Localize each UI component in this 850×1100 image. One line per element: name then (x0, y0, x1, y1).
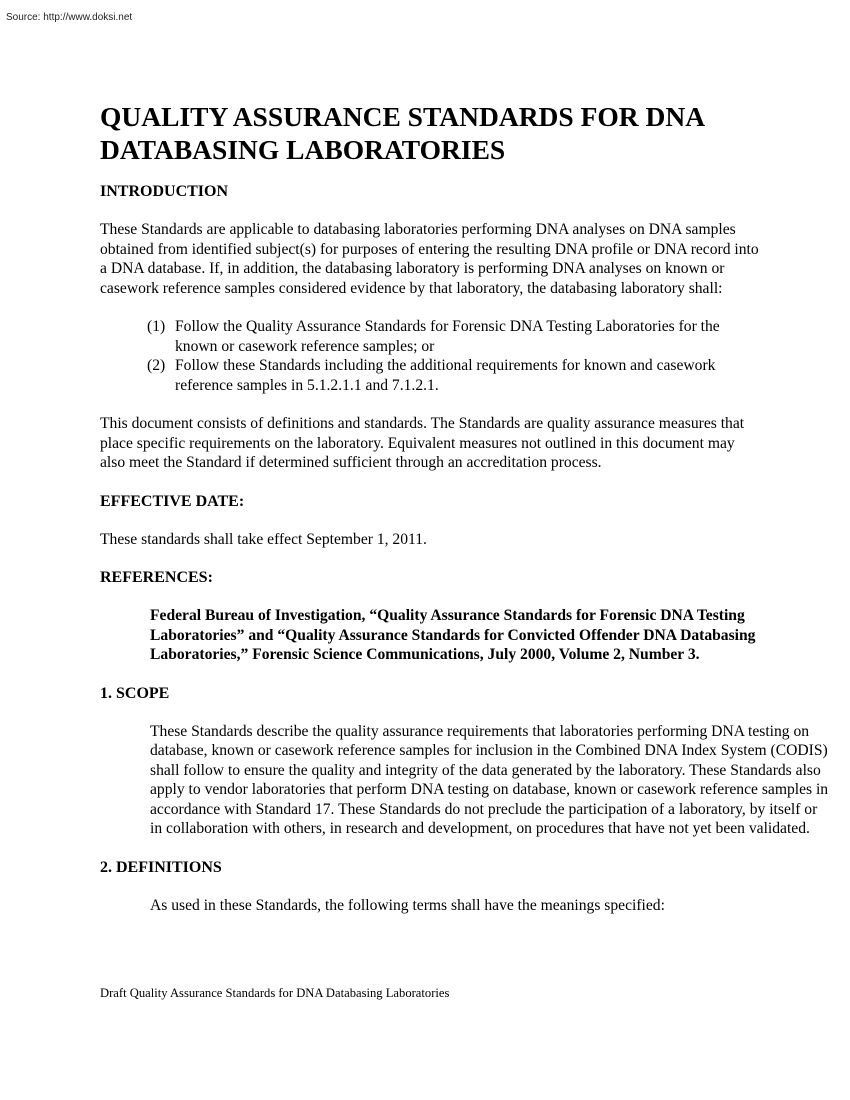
scope-text: These Standards describe the quality assurance requirements that laboratories performing DNA testing on database, known or casework reference samples for inclusion in the Combined DNA Index System (CODIS) shall follow to ensure the quality and integrity of the data generated by the laboratory. These Standards also apply to vendor laboratories that perform DNA testing on database, known or casework reference samples in accordance with Standard 17. These Standards do not preclude the participation of a laboratory, by itself or in collaboration with others, in research and development, on procedures that have not yet been validated. (150, 722, 829, 837)
document-title: QUALITY ASSURANCE STANDARDS FOR DNA DATABASING LABORATORIES (100, 101, 704, 165)
list-item-number: (1) (147, 318, 166, 335)
document-description-paragraph: This document consists of definitions and standards. The Standards are quality assurance measures that place specific requirements on the laboratory. Equivalent measures not outlined in this document may also meet the Standard if determined sufficient through an accreditation process. (100, 415, 745, 471)
list-item (147, 317, 757, 356)
effective-date-heading: EFFECTIVE DATE: (100, 492, 245, 510)
list-item-text: Follow the Quality Assurance Standards for Forensic DNA Testing Laboratories for the known or casework reference samples; or (175, 318, 720, 355)
requirements-list (147, 317, 757, 395)
effective-date-text: These standards shall take effect September 1, 2011. (100, 530, 427, 548)
references-text: Federal Bureau of Investigation, “Quality Assurance Standards for Forensic DNA Testing Laboratories” and “Quality Assurance Standards for Convicted Offender DNA Databasing Laboratories,” Forensic Science Communications, July 2000, Volume 2, Number 3. (150, 607, 756, 663)
page-footer: Draft Quality Assurance Standards for DNA Databasing Laboratories (100, 986, 450, 1000)
references-heading: REFERENCES: (100, 569, 213, 586)
list-item (147, 356, 757, 395)
introduction-heading: INTRODUCTION (100, 183, 229, 200)
source-label: Source: http://www.doksi.net (6, 12, 133, 23)
introduction-paragraph: These Standards are applicable to databasing laboratories performing DNA analyses on DNA samples obtained from identified subject(s) for purposes of entering the resulting DNA profile or DNA record into a DNA database. If, in addition, the databasing laboratory is performing DNA analyses on known or casework reference samples considered evidence by that laboratory, the databasing laboratory shall: (100, 221, 759, 297)
scope-heading: 1. SCOPE (100, 684, 170, 702)
document-page (100, 100, 830, 934)
list-item-text: Follow these Standards including the additional requirements for known and casework reference samples in 5.1.2.1.1 and 7.1.2.1. (175, 357, 716, 394)
definitions-heading: 2. DEFINITIONS (100, 858, 222, 876)
list-item-number: (2) (147, 357, 166, 374)
definitions-text: As used in these Standards, the following terms shall have the meanings specified: (150, 896, 665, 914)
